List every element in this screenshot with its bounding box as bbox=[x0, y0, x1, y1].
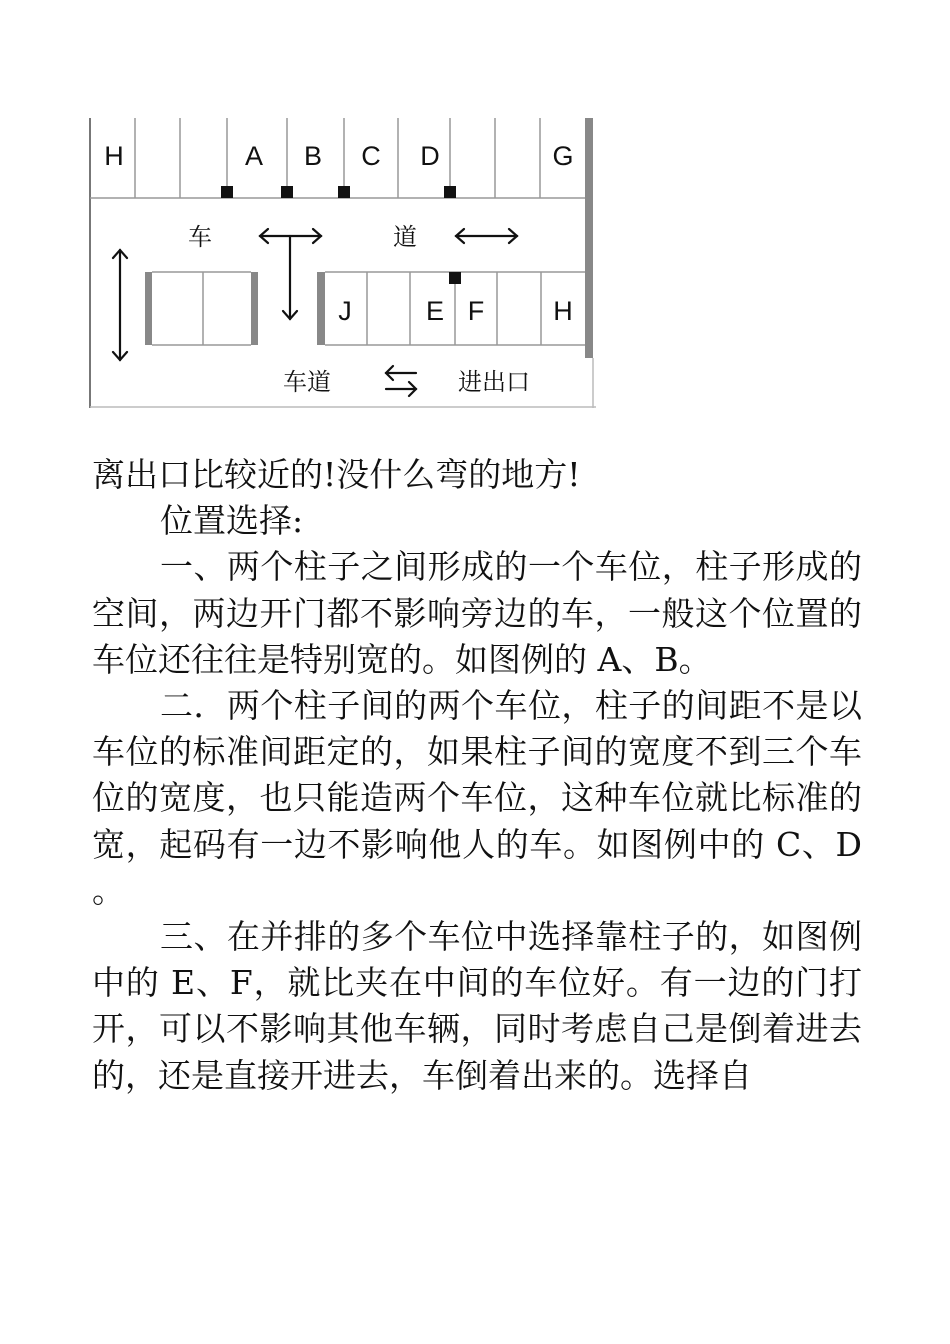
section-heading-position-choice: 位置选择: bbox=[160, 501, 304, 541]
stall-label-h-bottom: H bbox=[553, 296, 573, 326]
stall-label-b: B bbox=[303, 141, 323, 171]
left-island-wall-right bbox=[251, 272, 258, 345]
parking-lot-diagram bbox=[88, 116, 598, 409]
paragraph-three: 三、在并排的多个车位中选择靠柱子的，如图例中的 E、F，就比夹在中间的车位好。有一边的门打开，可以不影响其他车辆，同时考虑自己是倒着进去的，还是直接开进去，车倒着出来的。选择自 bbox=[92, 917, 862, 1095]
parking-lot-svg bbox=[88, 116, 598, 409]
bottom-lane-label: 车道 bbox=[283, 368, 331, 396]
lane-down-arrow bbox=[283, 236, 297, 319]
lane-label-right: 道 bbox=[393, 223, 417, 251]
stall-label-a: A bbox=[244, 141, 264, 171]
pillar-3 bbox=[338, 186, 350, 198]
stall-label-j: J bbox=[338, 296, 352, 326]
left-island-wall-left bbox=[145, 272, 152, 345]
stall-label-g: G bbox=[552, 141, 574, 171]
top-stall-dividers bbox=[135, 118, 540, 198]
left-vertical-double-arrow bbox=[113, 250, 127, 360]
lane-label-left: 车 bbox=[188, 223, 212, 251]
article-body bbox=[92, 452, 862, 1099]
stall-label-f: F bbox=[467, 296, 485, 326]
pillar-1 bbox=[221, 186, 233, 198]
paragraph-one: 一、两个柱子之间形成的一个车位，柱子形成的空间，两边开门都不影响旁边的车，一般这个位置的车位还往往是特别宽的。如图例的 A、B。 bbox=[92, 547, 862, 679]
stall-label-c: C bbox=[361, 141, 381, 171]
paragraph-two: 二．两个柱子间的两个车位，柱子的间距不是以车位的标准间距定的，如果柱子间的宽度不到三个车位的宽度，也只能造两个车位，这种车位就比标准的宽，起码有一边不影响他人的车。如图例中的 C、D。 bbox=[92, 686, 862, 910]
stall-label-d: D bbox=[420, 141, 440, 171]
entrance-swap-arrows-icon bbox=[386, 366, 416, 396]
pillar-5 bbox=[449, 272, 461, 284]
entrance-label: 进出口 bbox=[458, 368, 530, 396]
left-island-lines bbox=[152, 272, 251, 345]
pillar-2 bbox=[281, 186, 293, 198]
lane-double-arrow-right bbox=[456, 229, 517, 243]
stall-label-h-top: H bbox=[104, 141, 124, 171]
intro-line: 离出口比较近的!没什么弯的地方! bbox=[92, 455, 581, 494]
pillar-4 bbox=[444, 186, 456, 198]
right-wall bbox=[585, 118, 593, 358]
stall-label-e: E bbox=[425, 296, 445, 326]
bottom-row-wall-left bbox=[317, 272, 325, 345]
